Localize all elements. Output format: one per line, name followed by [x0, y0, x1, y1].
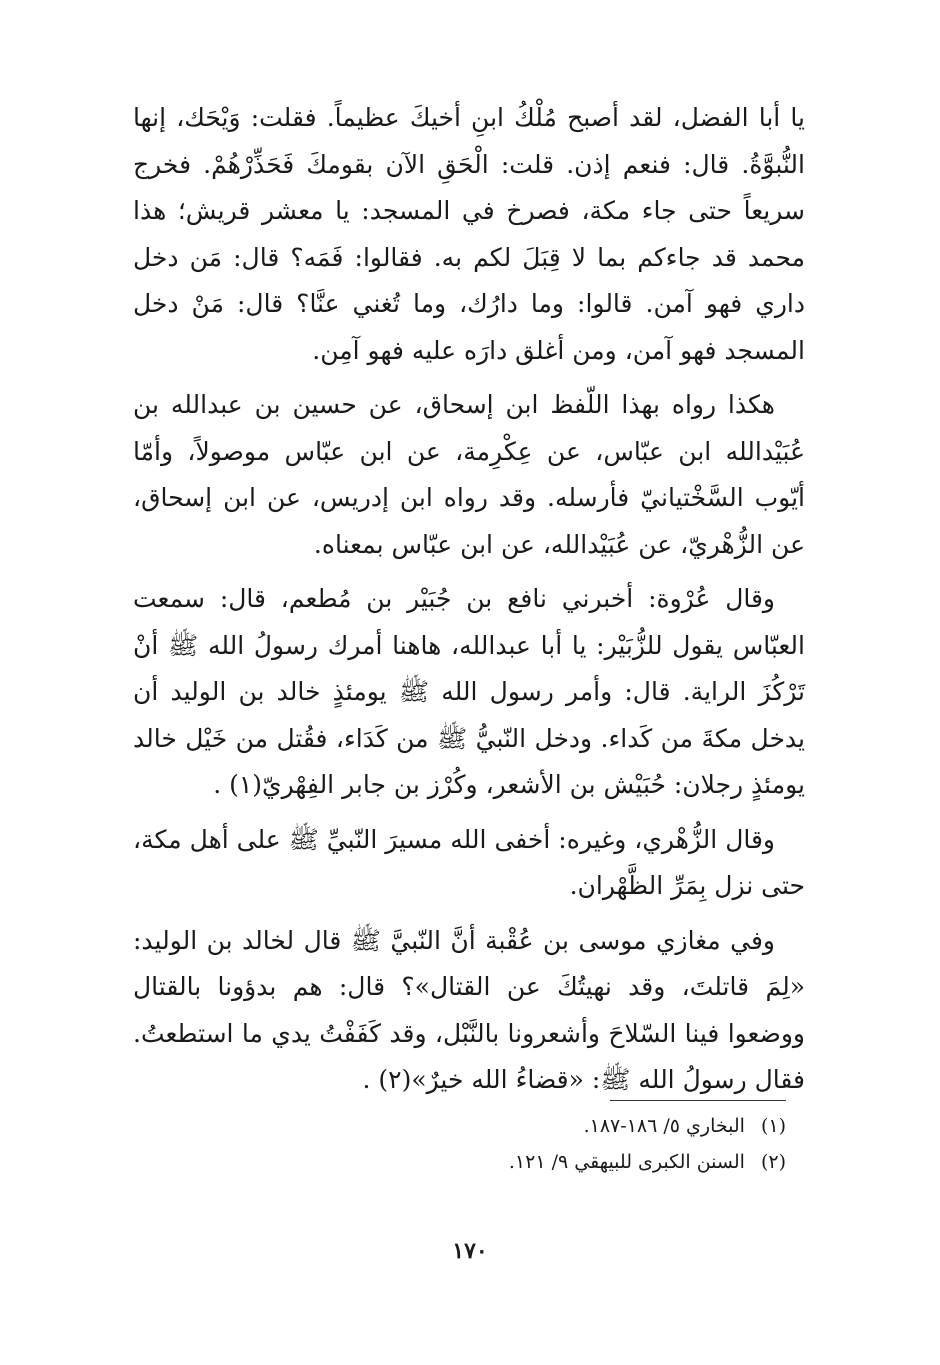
paragraph: هكذا رواه بهذا اللّفظ ابن إسحاق، عن حسين بن عبدالله بن عُبَيْدالله ابن عبّاس، عن عِكْرِمة، عن ابن عبّاس موصولاً، وأمّا أيّوب السَّخْتيانيّ فأرسله. وقد رواه ابن إدريس، عن ابن إسحاق، عن الزُّهْريّ، عن عُبَيْدالله، عن ابن عبّاس بمعناه.: [133, 390, 805, 559]
footnote-text: السنن الكبرى للبيهقي ٩/ ١٢١.: [508, 1151, 745, 1173]
footnote-number: (٢): [760, 1151, 786, 1173]
paragraph: وفي مغازي موسى بن عُقْبة أنَّ النّبيَّ ﷺ قال لخالد بن الوليد: «لِمَ قاتلتَ، وقد نهيتُكَ عن القتال»؟ قال: هم بدؤونا بالقتال ووضعوا فينا السّلاحَ وأشعرونا بالنَّبْل، وقد كَفَفْتُ يدي ما استطعتُ. فقال رسولُ الله ﷺ: «قضاءُ الله خيرٌ»(٢) .: [133, 925, 805, 1094]
page-number: ١٧٠: [452, 1238, 488, 1264]
main-text: [133, 95, 805, 1104]
footnotes: [300, 1108, 786, 1180]
footnote: [300, 1108, 786, 1144]
footnote-number: (١): [760, 1115, 786, 1137]
footnote-text: البخاري ٥/ ١٨٦-١٨٧.: [583, 1115, 745, 1137]
paragraph: وقال الزُّهْري، وغيره: أخفى الله مسيرَ النّبيِّ ﷺ على أهل مكة، حتى نزل بِمَرِّ الظَّهْران.: [133, 824, 805, 900]
footnote-separator: [610, 1100, 786, 1101]
footnote: [300, 1144, 786, 1180]
paragraph: وقال عُرْوة: أخبرني نافع بن جُبَيْر بن مُطعم، قال: سمعت العبّاس يقول للزُّبَيْر: يا أبا عبدالله، هاهنا أمرك رسولُ الله ﷺ أنْ تَرْكُزَ الراية. قال: وأمر رسول الله ﷺ يومئذٍ خالد بن الوليد أن يدخل مكةَ من كَداء. ودخل النّبيُّ ﷺ من كَدَاء، فقُتل من خَيْل خالد يومئذٍ رجلان: حُبَيْش بن الأشعر، وكُرْز بن جابر الفِهْريّ(١) .: [133, 584, 805, 799]
paragraph: يا أبا الفضل، لقد أصبح مُلْكُ ابنِ أخيكَ عظيماً. فقلت: وَيْحَك، إنها النُّبوَّةُ. قال: فنعم إذن. قلت: الْحَقِ الآن بقومكَ فَحَذِّرْهُمْ. فخرج سريعاً حتى جاء مكة، فصرخ في المسجد: يا معشر قريش؛ هذا محمد قد جاءكم بما لا قِبَلَ لكم به. فقالوا: فَمَه؟ قال: مَن دخل داري فهو آمن. قالوا: وما دارُك، وما تُغني عنَّا؟ قال: مَنْ دخل المسجد فهو آمن، ومن أغلق دارَه عليه فهو آمِن.: [133, 103, 805, 365]
